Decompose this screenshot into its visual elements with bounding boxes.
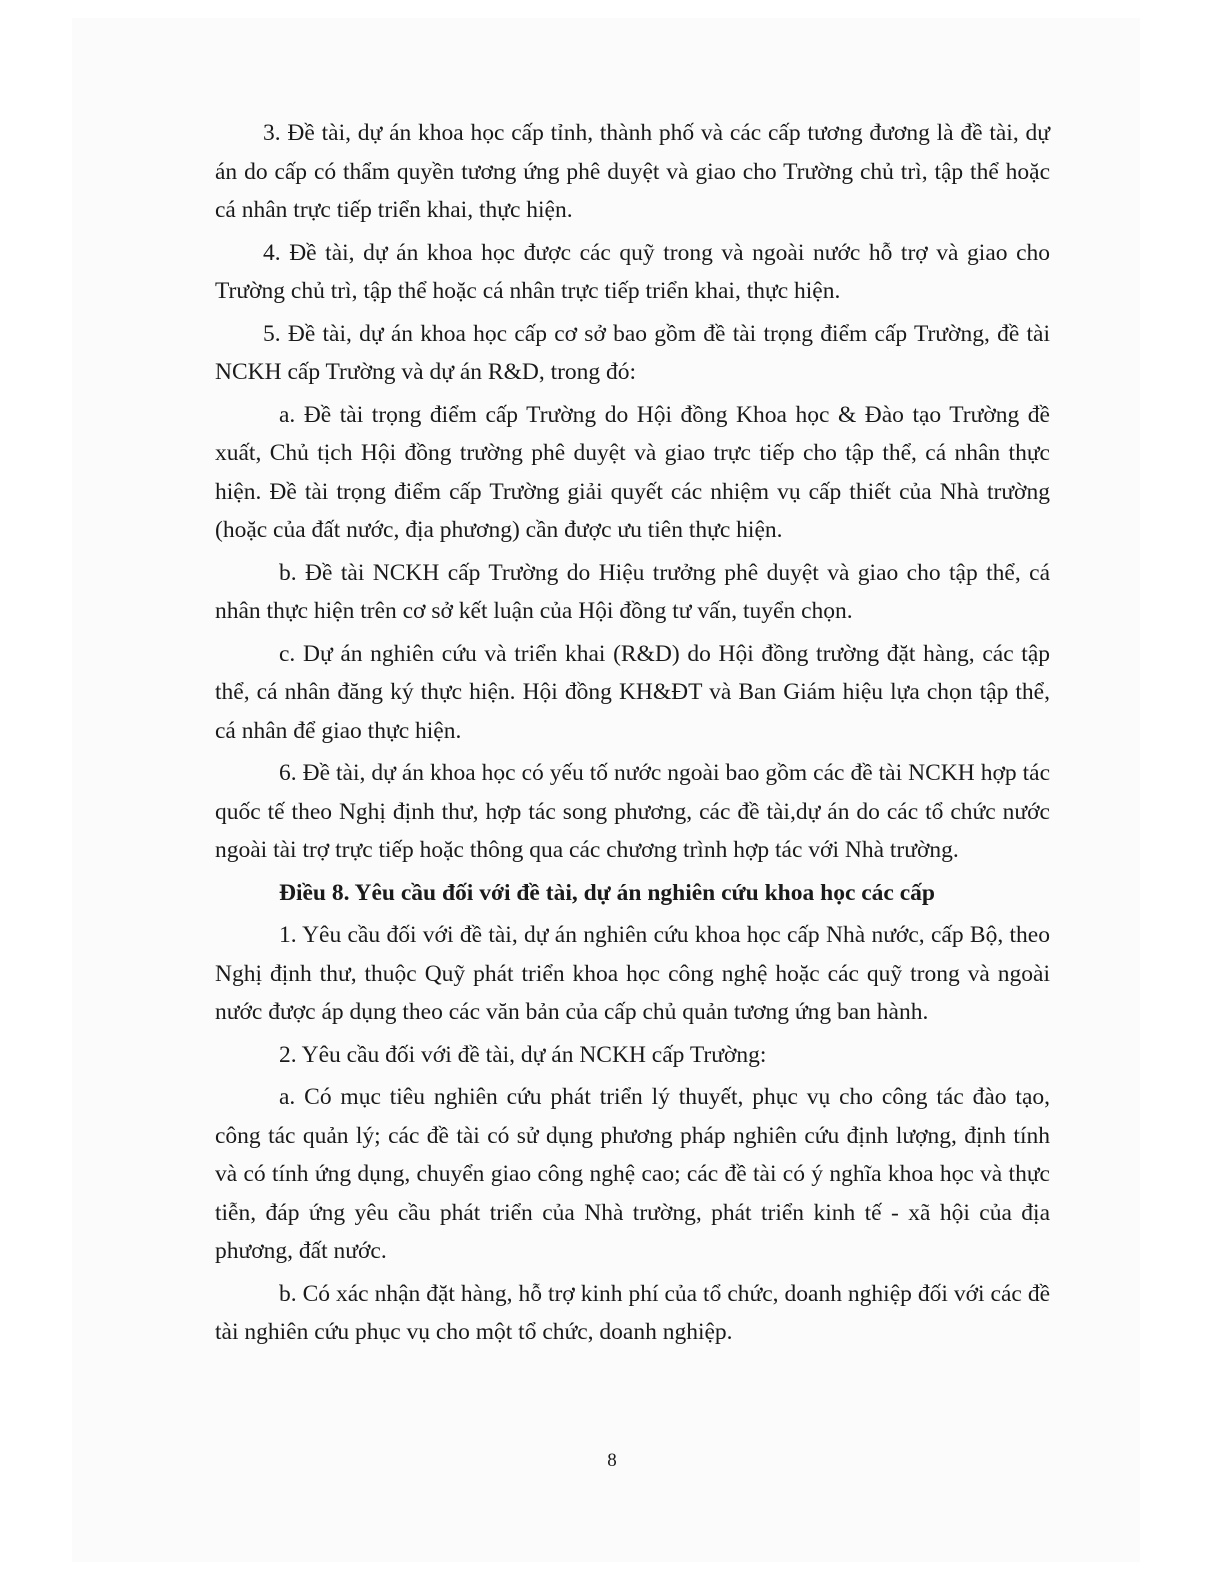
article-8-heading: Điều 8. Yêu cầu đối với đề tài, dự án nghiên cứu khoa học các cấp xyxy=(279,879,935,906)
paragraph-5b: b. Đề tài NCKH cấp Trường do Hiệu trưởng phê duyệt và giao cho tập thể, cá nhân thực hiện trên cơ sở kết luận của Hội đồng tư vấn, tuyển chọn. xyxy=(215,559,1050,624)
paragraph-5a: a. Đề tài trọng điểm cấp Trường do Hội đồng Khoa học & Đào tạo Trường đề xuất, Chủ tịch Hội đồng trường phê duyệt và giao trực tiếp cho tập thể, cá nhân thực hiện. Đề tài trọng điểm cấp Trường giải quyết các nhiệm vụ cấp thiết của Nhà trường (hoặc của đất nước, địa phương) cần được ưu tiên thực hiện. xyxy=(215,401,1050,543)
document-body xyxy=(215,114,1050,1356)
article-8-item-2a: a. Có mục tiêu nghiên cứu phát triển lý thuyết, phục vụ cho công tác đào tạo, công tác quản lý; các đề tài có sử dụng phương pháp nghiên cứu định lượng, định tính và có tính ứng dụng, chuyển giao công nghệ cao; các đề tài có ý nghĩa khoa học và thực tiễn, đáp ứng yêu cầu phát triển của Nhà trường, phát triển kinh tế - xã hội của địa phương, đất nước. xyxy=(215,1084,1050,1264)
article-8-item-2b: b. Có xác nhận đặt hàng, hỗ trợ kinh phí của tổ chức, doanh nghiệp đối với các đề tài nghiên cứu phục vụ cho một tổ chức, doanh nghiệp. xyxy=(215,1280,1050,1345)
page-number: 8 xyxy=(607,1450,617,1471)
paragraph-4: 4. Đề tài, dự án khoa học được các quỹ trong và ngoài nước hỗ trợ và giao cho Trường chủ trì, tập thể hoặc cá nhân trực tiếp triển khai, thực hiện. xyxy=(215,239,1050,304)
paragraph-5c: c. Dự án nghiên cứu và triển khai (R&D) do Hội đồng trường đặt hàng, các tập thể, cá nhân đăng ký thực hiện. Hội đồng KH&ĐT và Ban Giám hiệu lựa chọn tập thể, cá nhân để giao thực hiện. xyxy=(215,640,1050,744)
paragraph-3: 3. Đề tài, dự án khoa học cấp tỉnh, thành phố và các cấp tương đương là đề tài, dự án do cấp có thẩm quyền tương ứng phê duyệt và giao cho Trường chủ trì, tập thể hoặc cá nhân trực tiếp triển khai, thực hiện. xyxy=(215,120,1050,223)
article-8-item-2: 2. Yêu cầu đối với đề tài, dự án NCKH cấp Trường: xyxy=(279,1041,767,1068)
paragraph-5: 5. Đề tài, dự án khoa học cấp cơ sở bao gồm đề tài trọng điểm cấp Trường, đề tài NCKH cấp Trường và dự án R&D, trong đó: xyxy=(215,320,1050,385)
article-8-item-1: 1. Yêu cầu đối với đề tài, dự án nghiên cứu khoa học cấp Nhà nước, cấp Bộ, theo Nghị định thư, thuộc Quỹ phát triển khoa học công nghệ hoặc các quỹ trong và ngoài nước được áp dụng theo các văn bản của cấp chủ quản tương ứng ban hành. xyxy=(215,922,1050,1025)
paragraph-6: 6. Đề tài, dự án khoa học có yếu tố nước ngoài bao gồm các đề tài NCKH hợp tác quốc tế theo Nghị định thư, hợp tác song phương, các đề tài,dự án do các tổ chức nước ngoài tài trợ trực tiếp hoặc thông qua các chương trình hợp tác với Nhà trường. xyxy=(215,760,1050,863)
